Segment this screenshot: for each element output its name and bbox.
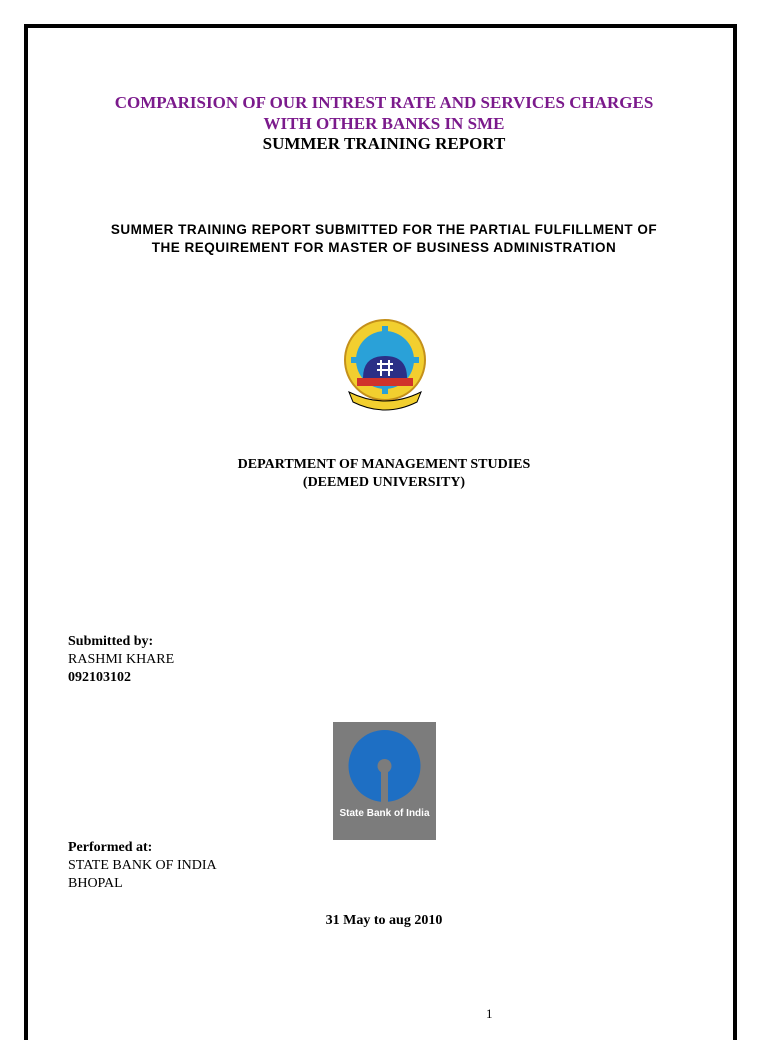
report-subtitle: SUMMER TRAINING REPORT bbox=[262, 134, 506, 153]
university-emblem-icon bbox=[335, 318, 435, 414]
sbi-keyhole-icon bbox=[333, 722, 436, 808]
sbi-logo-icon bbox=[333, 722, 436, 840]
report-title-line-2: WITH OTHER BANKS IN SME bbox=[263, 114, 505, 133]
submission-statement-line-1: SUMMER TRAINING REPORT SUBMITTED FOR THE PARTIAL FULFILLMENT OF bbox=[110, 222, 658, 237]
university-type: (DEEMED UNIVERSITY) bbox=[302, 475, 466, 490]
page-number: 1 bbox=[486, 1006, 493, 1021]
training-dates: 31 May to aug 2010 bbox=[325, 913, 443, 928]
bank-city: BHOPAL bbox=[68, 876, 123, 891]
page-border bbox=[24, 24, 737, 1040]
student-id: 092103102 bbox=[68, 670, 131, 685]
performed-at-label: Performed at: bbox=[68, 840, 153, 855]
bank-name: STATE BANK OF INDIA bbox=[68, 858, 217, 873]
sbi-logo-text: State Bank of India bbox=[339, 808, 430, 819]
student-name: RASHMI KHARE bbox=[68, 652, 175, 667]
report-title-line-1: COMPARISION OF OUR INTREST RATE AND SERVICES CHARGES bbox=[114, 93, 654, 112]
submitted-by-label: Submitted by: bbox=[68, 634, 154, 649]
department-name: DEPARTMENT OF MANAGEMENT STUDIES bbox=[237, 457, 531, 472]
submission-statement-line-2: THE REQUIREMENT FOR MASTER OF BUSINESS ADMINISTRATION bbox=[151, 240, 617, 255]
